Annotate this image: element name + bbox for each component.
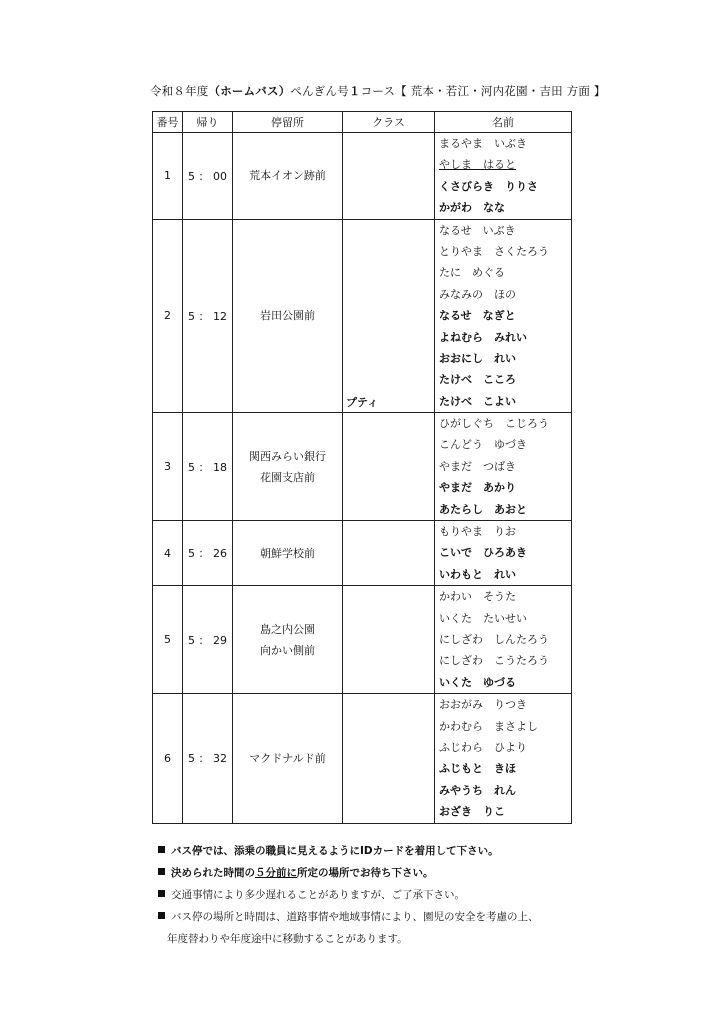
- bus-stop-line: 向かい側前: [260, 643, 315, 657]
- row-number: 5: [153, 586, 183, 694]
- table-header-row: [153, 112, 572, 133]
- table-row: [153, 694, 572, 823]
- bus-stop-line: 岩田公園前: [260, 309, 315, 323]
- bus-stop-line: 関西みらい銀行: [249, 449, 326, 463]
- names-cell: [435, 521, 572, 586]
- child-name: こんどう ゆづき: [439, 438, 527, 452]
- names-cell: [435, 219, 572, 413]
- table-row: [153, 133, 572, 220]
- row-number: 4: [153, 521, 183, 586]
- bus-schedule-table: [152, 111, 572, 824]
- child-name: ふじもと きほ: [439, 762, 516, 776]
- child-name: おざき りこ: [439, 805, 505, 819]
- child-name: あたらし あおと: [439, 502, 527, 516]
- bus-stop: [233, 586, 343, 694]
- row-number: 2: [153, 219, 183, 413]
- child-name: よねむら みれい: [439, 330, 527, 344]
- table-row: [153, 586, 572, 694]
- note-arrival-time: 決められた時間の５分前に所定の場所でお待ち下さい。: [158, 862, 578, 884]
- return-time: 5 ： 00: [183, 133, 233, 220]
- title-bus-type: （ホームバス）: [208, 84, 291, 98]
- child-name: みなみの ほの: [439, 287, 516, 301]
- child-name: かがわ なな: [439, 201, 505, 215]
- table-row: [153, 219, 572, 413]
- return-time: 5 ： 29: [183, 586, 233, 694]
- note-stop-relocation-cont: 年度替わりや年度途中に移動することがあります。: [167, 933, 408, 945]
- note-id-card: バス停では、添乗の職員に見えるようにIDカードを着用して下さい。: [158, 840, 578, 862]
- child-name: かわい そうた: [439, 590, 516, 604]
- bus-stop: [233, 219, 343, 413]
- table-row: [153, 413, 572, 521]
- child-name: くさびらき りりさ: [439, 179, 538, 193]
- bus-stop: [233, 521, 343, 586]
- child-name: いくた たいせい: [439, 611, 527, 625]
- title-year: 令和８年度: [150, 84, 209, 98]
- bus-stop-line: マクドナルド前: [249, 751, 326, 765]
- note-stop-relocation: バス停の場所と時間は、道路事情や地域事情により、園児の安全を考慮の上、: [158, 906, 578, 928]
- child-name: やしま はると: [439, 158, 516, 172]
- header-time: 帰り: [183, 112, 233, 133]
- row-number: 3: [153, 413, 183, 521]
- bus-stop-line: 荒本イオン跡前: [249, 169, 326, 183]
- header-stop: 停留所: [233, 112, 343, 133]
- return-time: 5 ： 26: [183, 521, 233, 586]
- class-cell: [343, 219, 435, 413]
- bus-stop-line: 島之内公園: [260, 622, 315, 636]
- child-name: なるせ なぎと: [439, 309, 516, 323]
- document-title: [150, 83, 606, 99]
- names-cell: [435, 586, 572, 694]
- child-name: まるやま いぶき: [439, 137, 527, 150]
- bus-stop-line: 花園支店前: [260, 470, 315, 484]
- header-names: 名前: [435, 112, 572, 133]
- header-class: クラス: [343, 112, 435, 133]
- class-cell: [343, 521, 435, 586]
- child-name: おおがみ りつき: [439, 698, 527, 712]
- child-name: とりやま さくたろう: [439, 244, 549, 258]
- child-name: にしざわ しんたろう: [439, 632, 549, 646]
- child-name: おおにし れい: [439, 351, 516, 365]
- names-cell: [435, 413, 572, 521]
- class-cell: [343, 586, 435, 694]
- class-cell: [343, 694, 435, 823]
- bus-stop: [233, 413, 343, 521]
- child-name: こいで ひろあき: [439, 546, 527, 560]
- child-name: みやうち れん: [439, 783, 516, 797]
- return-time: 5 ： 32: [183, 694, 233, 823]
- child-name: いわもと れい: [439, 567, 516, 581]
- row-number: 1: [153, 133, 183, 220]
- class-label: プティ: [346, 396, 379, 410]
- child-name: いくた ゆづる: [439, 675, 516, 689]
- child-name: もりやま りお: [439, 525, 516, 539]
- return-time: 5 ： 12: [183, 219, 233, 413]
- return-time: 5 ： 18: [183, 413, 233, 521]
- child-name: なるせ いぶき: [439, 223, 516, 237]
- child-name: たに めぐる: [439, 266, 505, 280]
- child-name: ひがしぐち こじろう: [439, 417, 549, 431]
- row-number: 6: [153, 694, 183, 823]
- title-bus-name: ぺんぎん号: [290, 84, 349, 98]
- child-name: たけべ こころ: [439, 373, 516, 387]
- bus-stop-line: 朝鮮学校前: [260, 546, 315, 560]
- child-name: やまだ つばき: [439, 459, 516, 473]
- title-area: 【 荒本・若江・河内花園・吉田 方面 】: [395, 84, 606, 98]
- title-course-no: １: [348, 84, 361, 98]
- names-cell: [435, 694, 572, 823]
- title-course-label: コース: [360, 84, 396, 98]
- child-name: やまだ あかり: [439, 481, 516, 495]
- child-name: にしざわ こうたろう: [439, 654, 549, 668]
- class-cell: [343, 133, 435, 220]
- child-name: ふじわら ひより: [439, 740, 527, 754]
- table-row: [153, 521, 572, 586]
- bus-stop: [233, 133, 343, 220]
- header-no: 番号: [153, 112, 183, 133]
- names-cell: [435, 133, 572, 220]
- child-name: かわむら まさよし: [439, 719, 538, 733]
- notes: [158, 840, 578, 950]
- note-traffic-delay: 交通事情により多少遅れることがありますが、ご了承下さい。: [158, 884, 578, 906]
- class-cell: [343, 413, 435, 521]
- child-name: たけべ こよい: [439, 394, 516, 408]
- bus-stop: [233, 694, 343, 823]
